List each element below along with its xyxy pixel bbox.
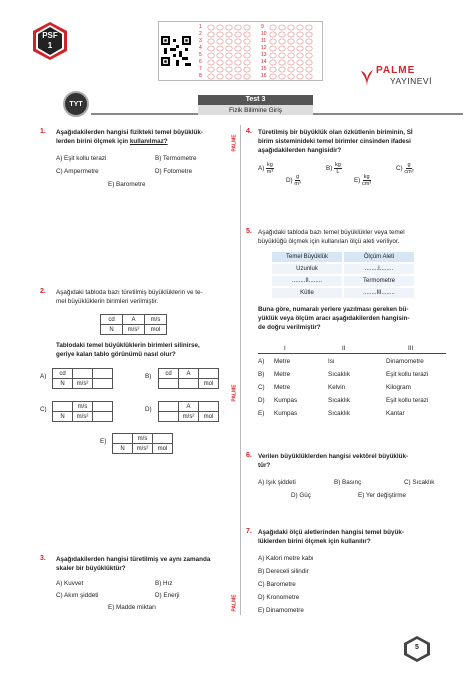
answer-bubble[interactable]: [279, 67, 285, 72]
page-number: 5: [415, 644, 419, 651]
answer-bubble[interactable]: [306, 53, 312, 58]
column-header-line: [258, 353, 446, 354]
answer-bubble[interactable]: [270, 67, 276, 72]
answer-bubble[interactable]: [217, 60, 223, 65]
answer-bubble[interactable]: [235, 46, 241, 51]
question-text: [56, 128, 241, 146]
answer-bubble[interactable]: [288, 60, 294, 65]
answer-bubble[interactable]: [208, 32, 214, 37]
answer-bubble[interactable]: [279, 74, 285, 79]
question-line: birim sisteminideki temel birimler cinsinden ifadesi: [258, 138, 411, 145]
table-cell: Kütle: [272, 288, 342, 298]
answer-sheet: [158, 21, 323, 81]
answer-bubble[interactable]: [306, 25, 312, 30]
page-number-badge: [402, 635, 432, 663]
answer-row: 9: [261, 24, 264, 30]
answer-bubble[interactable]: [226, 32, 232, 37]
option-a[interactable]: A) Kuvvet: [56, 580, 84, 587]
brand-name: PALME: [376, 65, 416, 76]
answer-row: 1: [199, 24, 202, 30]
answer-row: 12: [261, 45, 267, 51]
side-brand-bot: [231, 590, 246, 620]
answer-row: 8: [199, 73, 202, 79]
answer-bubble[interactable]: [306, 39, 312, 44]
answer-bubble[interactable]: [270, 32, 276, 37]
option-b[interactable]: B) Basınç: [334, 479, 362, 486]
question-number: 7.: [246, 528, 252, 535]
answer-bubble[interactable]: [279, 60, 285, 65]
qr-code-icon: [161, 36, 191, 66]
answer-bubble[interactable]: [226, 25, 232, 30]
answer-bubble[interactable]: [226, 39, 232, 44]
answer-bubble[interactable]: [244, 32, 250, 37]
psf-badge: [30, 21, 70, 61]
tyt-badge: [63, 91, 89, 117]
question-number: 6.: [246, 452, 252, 459]
option-c[interactable]: C) Barometre: [258, 581, 296, 588]
option-d[interactable]: D) Kronometre: [258, 594, 300, 601]
option-d[interactable]: D) Enerji: [155, 592, 180, 599]
question-number: 4.: [246, 128, 252, 135]
tyt-label: TYT: [69, 101, 83, 108]
option-b-table[interactable]: cd A mol: [158, 368, 219, 389]
option-e[interactable]: E) Yer değiştirme: [358, 492, 406, 499]
answer-bubble[interactable]: [208, 74, 214, 79]
table-cell: ........III........: [344, 288, 414, 298]
option-a[interactable]: A) $\frac{kg}{\text{m³}}$: [258, 162, 274, 175]
answer-row: 6: [199, 59, 202, 65]
answer-bubble[interactable]: [208, 39, 214, 44]
table-cell: m/s²: [123, 325, 145, 335]
table-cell: ........II........: [272, 276, 342, 286]
answer-bubble[interactable]: [297, 39, 303, 44]
option-e[interactable]: E) Kumpas Sıcaklık Kantar: [258, 410, 405, 417]
option-c[interactable]: C) Metre Kelvin Kilogram: [258, 384, 411, 391]
answer-bubble[interactable]: [217, 46, 223, 51]
question-line: aşağıdakilerden hangisidir?: [258, 147, 342, 154]
question-line: Buna göre, numaralı yerlere yazılması gereken bü-: [258, 306, 409, 313]
option-a[interactable]: A) Eşit kollu terazi: [56, 155, 107, 162]
option-d[interactable]: D) $\frac{g}{\text{m³}}$: [286, 174, 301, 187]
units-table: [100, 314, 167, 335]
answer-bubble[interactable]: [217, 67, 223, 72]
answer-bubble[interactable]: [217, 74, 223, 79]
option-e[interactable]: E) $\frac{kg}{\text{cm³}}$: [354, 174, 372, 187]
option-e-table[interactable]: m/s N m/s² mol: [112, 433, 173, 454]
answer-bubble[interactable]: [235, 32, 241, 37]
answer-bubble[interactable]: [270, 53, 276, 58]
answer-bubble[interactable]: [270, 60, 276, 65]
option-b[interactable]: B) Metre Sıcaklık Eşit kollu terazi: [258, 371, 429, 378]
option-d[interactable]: D) Fotometre: [155, 168, 193, 175]
question-line: de doğru verilmiştir?: [258, 324, 321, 331]
measurement-table: [270, 250, 416, 300]
option-e[interactable]: E) Barometre: [108, 181, 146, 188]
answer-bubble[interactable]: [297, 60, 303, 65]
answer-bubbles: [207, 24, 317, 80]
subject-box: [198, 105, 313, 115]
answer-row: 14: [261, 59, 267, 65]
answer-bubble[interactable]: [235, 67, 241, 72]
answer-bubble[interactable]: [288, 32, 294, 37]
answer-bubble[interactable]: [297, 32, 303, 37]
answer-row: 15: [261, 66, 267, 72]
answer-bubble[interactable]: [297, 25, 303, 30]
question-number: 2.: [40, 288, 46, 295]
question-line: Verilen büyüklüklerden hangisi vektörel büyüklük-: [258, 453, 409, 460]
palm-leaf-icon: [360, 67, 374, 87]
answer-bubble[interactable]: [208, 53, 214, 58]
side-brand-label: PALME: [231, 384, 238, 402]
column-divider: [240, 125, 241, 615]
answer-bubble[interactable]: [288, 74, 294, 79]
question-number: 1.: [40, 128, 46, 135]
question-line: tür?: [258, 462, 271, 469]
option-c[interactable]: C) Akım şiddeti: [56, 592, 99, 599]
answer-bubble[interactable]: [306, 46, 312, 51]
answer-bubble[interactable]: [208, 25, 214, 30]
answer-bubble[interactable]: [288, 67, 294, 72]
question-text: [258, 128, 450, 155]
option-d-label[interactable]: D): [145, 406, 152, 413]
test-header: [63, 87, 463, 119]
answer-bubble[interactable]: [288, 46, 294, 51]
answer-bubble[interactable]: [279, 25, 285, 30]
table-cell: Termometre: [344, 276, 414, 286]
answer-bubble[interactable]: [297, 74, 303, 79]
answer-bubble[interactable]: [279, 39, 285, 44]
option-c[interactable]: C) Sıcaklık: [404, 479, 435, 486]
answer-bubble[interactable]: [235, 53, 241, 58]
test-label: Test 3: [245, 96, 266, 103]
answer-bubble[interactable]: [279, 53, 285, 58]
table-cell: m/s: [145, 315, 167, 325]
side-brand-label: PALME: [231, 594, 238, 612]
option-b-label[interactable]: B): [145, 373, 152, 380]
answer-bubble[interactable]: [226, 74, 232, 79]
answer-row: 16: [261, 73, 267, 79]
answer-bubble[interactable]: [270, 46, 276, 51]
answer-bubble[interactable]: [270, 39, 276, 44]
answer-bubble[interactable]: [244, 60, 250, 65]
option-e[interactable]: E) Madde miktarı: [108, 604, 156, 611]
option-a[interactable]: A) Kalori metre kabı: [258, 555, 314, 562]
table-cell: Uzunluk: [272, 264, 342, 274]
question-number: 3.: [40, 555, 46, 562]
answer-bubble[interactable]: [217, 39, 223, 44]
answer-bubble[interactable]: [297, 67, 303, 72]
answer-bubble[interactable]: [244, 74, 250, 79]
answer-row: 2: [199, 31, 202, 37]
answer-row: 3: [199, 38, 202, 44]
question-line: Aşağıdakilerden hangisi türetilmiş ve aynı zamanda: [56, 556, 211, 563]
answer-bubble[interactable]: [306, 67, 312, 72]
answer-row: 7: [199, 66, 202, 72]
question-line: lüklerden birini ölçmek için kullanılır?: [258, 538, 371, 545]
answer-bubble[interactable]: [297, 53, 303, 58]
option-d[interactable]: D) Güç: [291, 492, 311, 499]
table-cell: mol: [145, 325, 167, 335]
answer-bubble[interactable]: [270, 25, 276, 30]
option-a-label[interactable]: A): [40, 373, 47, 380]
psf-label: PSF: [42, 31, 58, 40]
question-text: [258, 228, 453, 246]
answer-bubble[interactable]: [235, 74, 241, 79]
answer-bubble[interactable]: [244, 25, 250, 30]
answer-bubble[interactable]: [226, 53, 232, 58]
column-header-ii: II: [342, 345, 346, 352]
question-text: [56, 555, 241, 573]
answer-bubble[interactable]: [288, 25, 294, 30]
answer-bubble[interactable]: [235, 60, 241, 65]
answer-row: 10: [261, 31, 267, 37]
answer-bubble[interactable]: [244, 53, 250, 58]
option-b[interactable]: B) Dereceli silindir: [258, 568, 309, 575]
side-brand-label: PALME: [231, 134, 238, 152]
table-header: Ölçüm Aleti: [344, 252, 414, 262]
question-line: Aşağıdaki ölçü aletlerinden hangisi temel büyük-: [258, 529, 404, 536]
option-d[interactable]: D) Kumpas Sıcaklık Eşit kollu terazi: [258, 397, 429, 404]
answer-bubble[interactable]: [244, 67, 250, 72]
option-a-table[interactable]: cd N m/s²: [52, 368, 113, 389]
table-cell: A: [123, 315, 145, 325]
option-c[interactable]: C) Ampermetre: [56, 168, 99, 175]
option-c-table[interactable]: m/s N m/s²: [52, 401, 113, 422]
option-b[interactable]: B) Hız: [155, 580, 173, 587]
answer-bubble[interactable]: [208, 60, 214, 65]
option-c[interactable]: C) $\frac{g}{\text{cm³}}$: [396, 162, 414, 175]
table-cell: ........I........: [344, 264, 414, 274]
question-line: büyüklüğü ölçmek için kullanılan ölçü aleti veriliyor.: [258, 238, 400, 245]
question-line: lerden birini ölçmek için kullanılmaz?: [56, 138, 168, 145]
psf-number: 1: [47, 41, 53, 50]
question-text: [258, 528, 453, 546]
question-text: [56, 288, 241, 306]
option-a[interactable]: A) Işık şiddeti: [258, 479, 296, 486]
table-cell: cd: [101, 315, 123, 325]
option-d-table[interactable]: A m/s² mol: [158, 401, 219, 422]
answer-row: 11: [261, 38, 267, 44]
answer-bubble[interactable]: [217, 53, 223, 58]
answer-bubble[interactable]: [226, 60, 232, 65]
answer-row: 5: [199, 52, 202, 58]
answer-bubble[interactable]: [208, 46, 214, 51]
answer-bubble[interactable]: [306, 60, 312, 65]
question-line: Aşağıdaki tabloda bazı türetilmiş büyüklüklerin ve te-: [56, 289, 203, 296]
question-line: Tablodaki temel büyüklüklerin birimleri silinirse,: [56, 342, 200, 349]
answer-bubble[interactable]: [279, 32, 285, 37]
question-line: Aşağıdakilerden hangisi fizikteki temel büyüklük-: [56, 129, 203, 136]
answer-bubble[interactable]: [244, 46, 250, 51]
table-header: Temel Büyüklük: [272, 252, 342, 262]
answer-bubble[interactable]: [288, 53, 294, 58]
test-label-box: [198, 95, 313, 105]
question-line: mel büyüklüklerin birimleri verilmiştir.: [56, 298, 159, 305]
column-header-i: I: [284, 345, 286, 352]
answer-bubble[interactable]: [279, 46, 285, 51]
question-line: yüklük veya ölçüm aracı aşağıdakilerden hangisin-: [258, 315, 410, 322]
question-prompt: [56, 341, 241, 359]
option-b[interactable]: B) Termometre: [155, 155, 197, 162]
answer-bubble[interactable]: [217, 25, 223, 30]
option-b[interactable]: B) $\frac{kg}{L}$: [326, 162, 341, 175]
side-brand-mid: [231, 380, 246, 410]
answer-bubble[interactable]: [226, 46, 232, 51]
subject-title: Fizik Bilimine Giriş: [228, 106, 283, 114]
option-e-label[interactable]: E): [100, 438, 107, 445]
option-c-label[interactable]: C): [40, 406, 47, 413]
answer-bubble[interactable]: [297, 46, 303, 51]
answer-bubble[interactable]: [235, 39, 241, 44]
answer-bubble[interactable]: [208, 67, 214, 72]
answer-row: 4: [199, 45, 202, 51]
column-header-iii: III: [408, 345, 414, 352]
answer-bubble[interactable]: [244, 39, 250, 44]
question-line: geriye kalan tablo görünümü nasıl olur?: [56, 351, 176, 358]
answer-bubble[interactable]: [288, 39, 294, 44]
table-cell: N: [101, 325, 123, 335]
answer-bubble[interactable]: [217, 32, 223, 37]
question-number: 5.: [246, 228, 252, 235]
question-text: [258, 452, 453, 470]
question-line: Türetilmiş bir büyüklük olan özkütlenin biriminin, Sİ: [258, 129, 413, 136]
answer-bubble[interactable]: [306, 74, 312, 79]
option-a[interactable]: A) Metre Isı Dinamometre: [258, 358, 424, 365]
brand-subtitle: YAYINEVİ: [390, 76, 432, 86]
answer-bubble[interactable]: [306, 32, 312, 37]
option-e[interactable]: E) Dinamometre: [258, 607, 304, 614]
question-prompt: [258, 305, 453, 332]
answer-bubble[interactable]: [226, 67, 232, 72]
answer-row: 13: [261, 52, 267, 58]
answer-bubble[interactable]: [235, 25, 241, 30]
question-line: Aşağıdaki tabloda bazı temel büyüklükler veya temel: [258, 229, 405, 236]
question-line: skaler bir büyüklüktür?: [56, 565, 126, 572]
answer-bubble[interactable]: [270, 74, 276, 79]
